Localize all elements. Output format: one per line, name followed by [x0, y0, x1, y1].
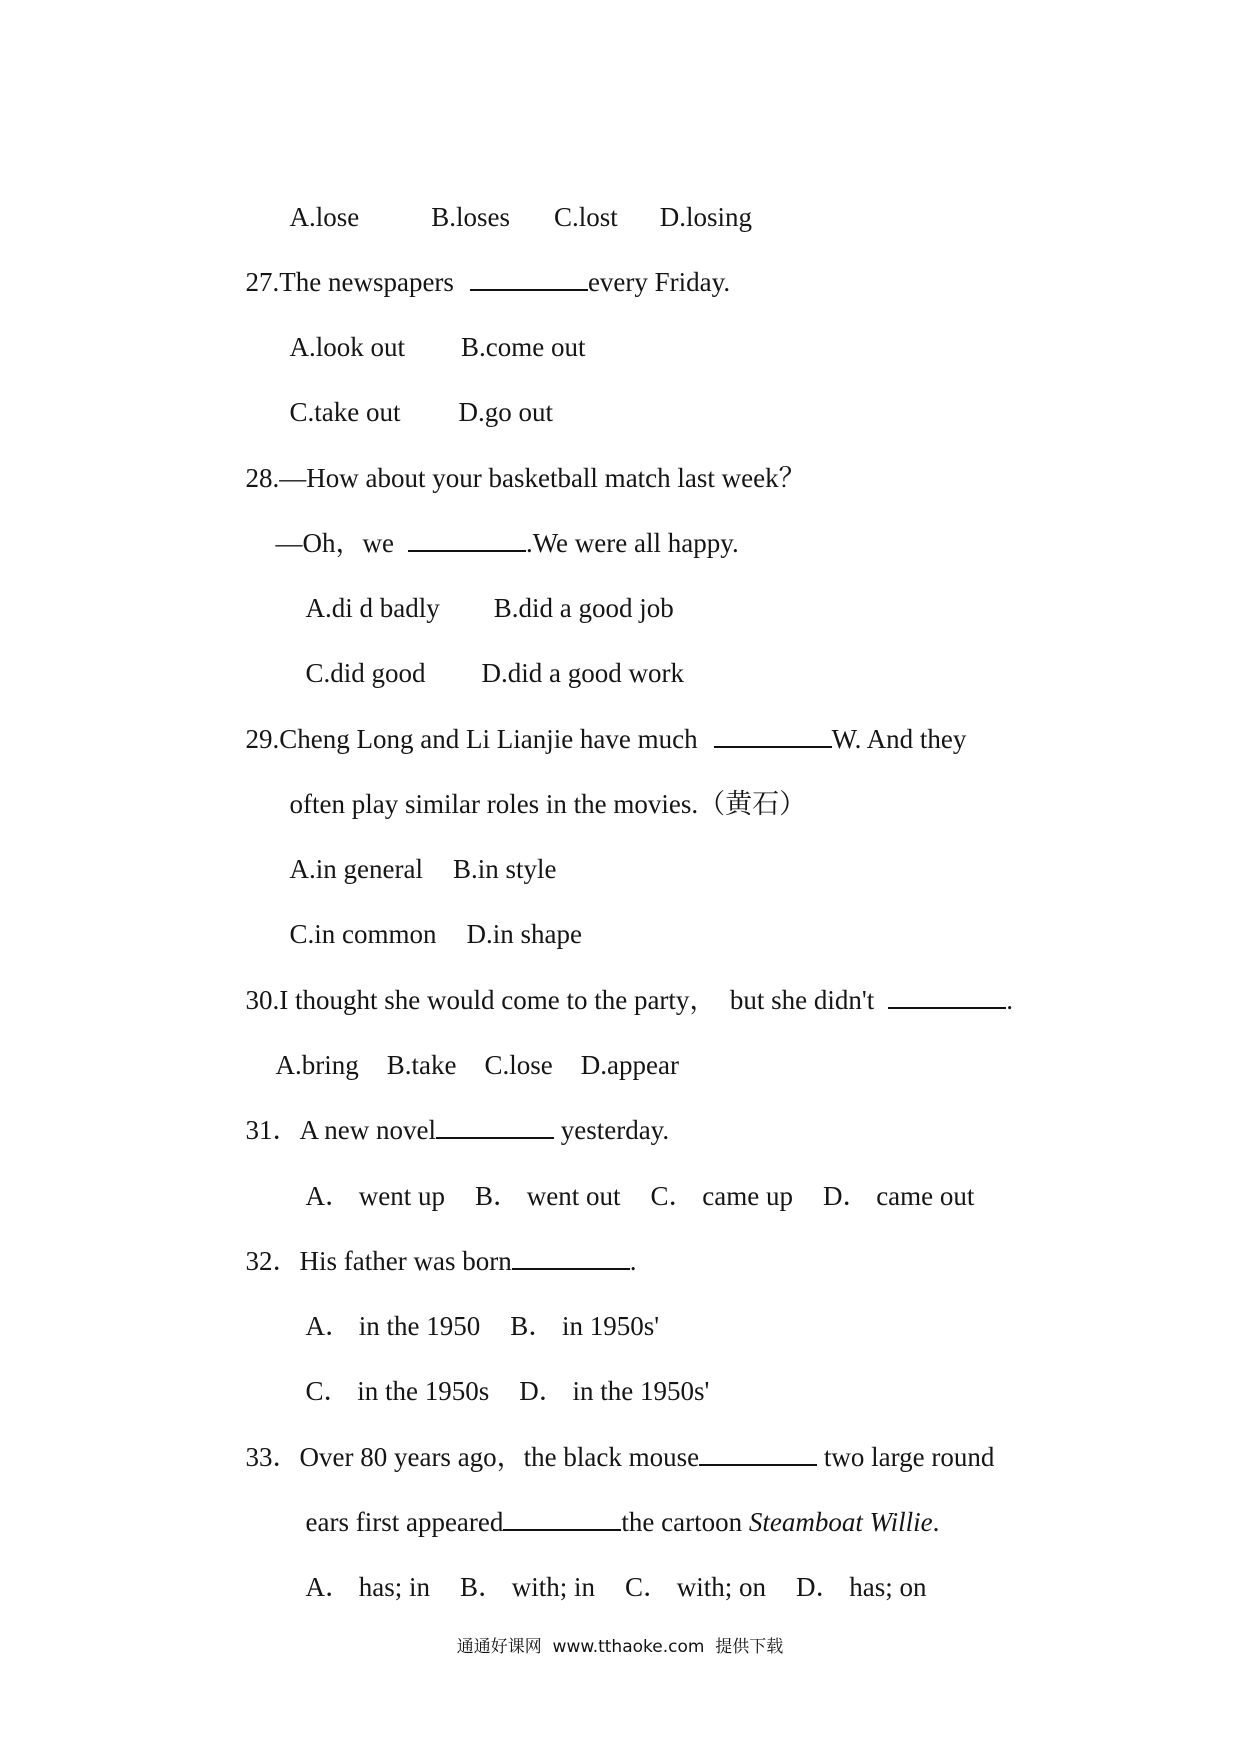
q26-option-d: D.losing	[659, 202, 753, 232]
q29-prefix: 29.Cheng Long and Li Lianjie have much	[245, 724, 698, 754]
q32-option-d: D． in the 1950s'	[519, 1376, 710, 1406]
q30-stem	[232, 949, 1014, 1015]
q29-suffix: W. And they	[831, 724, 967, 754]
q31-options	[292, 1145, 975, 1211]
q32-option-c: C． in the 1950s	[305, 1376, 490, 1406]
q27-options-row2	[276, 361, 553, 427]
answer-blank	[714, 724, 832, 748]
q33-line2-end: .	[932, 1507, 940, 1537]
q31-option-d: D． came out	[822, 1181, 975, 1211]
q27-prefix: 27.The newspapers	[245, 267, 454, 297]
q31-suffix: yesterday.	[553, 1115, 670, 1145]
answer-blank	[503, 1507, 621, 1531]
answer-blank	[512, 1246, 630, 1270]
q32-prefix: 32．His father was born	[245, 1246, 512, 1276]
q29-option-b: B.in style	[452, 854, 557, 884]
q26-option-c: C.lost	[554, 202, 618, 232]
q33-stem-line2	[292, 1471, 940, 1537]
q28-reply-prefix: —Oh，we	[275, 528, 394, 558]
q27-suffix: every Friday.	[587, 267, 731, 297]
q32-option-a: A． in the 1950	[305, 1311, 481, 1341]
q33-options	[292, 1536, 927, 1602]
q31-stem	[232, 1079, 670, 1145]
q28-reply	[262, 492, 739, 558]
answer-blank	[436, 1115, 554, 1139]
q33-option-b: B． with; in	[460, 1572, 596, 1602]
q32-stem	[232, 1210, 637, 1276]
q28-options-row1	[292, 557, 674, 623]
q33-option-a: A． has; in	[305, 1572, 430, 1602]
answer-blank	[699, 1442, 817, 1466]
q27-option-c: C.take out	[289, 397, 401, 427]
q33-stem	[232, 1406, 995, 1472]
q31-option-a: A． went up	[305, 1181, 445, 1211]
q29-option-a: A.in general	[289, 854, 423, 884]
q33-suffix: two large round	[817, 1442, 995, 1472]
q26-option-a: A.lose	[289, 202, 360, 232]
q26-options	[276, 166, 753, 232]
page-footer: 通通好课网 www.tthaoke.com 提供下载	[456, 1637, 784, 1657]
q32-option-b: B． in 1950s'	[510, 1311, 660, 1341]
q27-option-a: A.look out	[289, 332, 406, 362]
answer-blank	[408, 528, 526, 552]
q31-option-b: B． went out	[474, 1181, 621, 1211]
q33-line2-prefix: ears first appeared	[305, 1507, 504, 1537]
q29-options-row2	[276, 883, 582, 949]
q28-options-row2	[292, 622, 684, 688]
q29-stem	[232, 688, 967, 754]
q28-reply-suffix: .We were all happy.	[525, 528, 739, 558]
q28-option-b: B.did a good job	[493, 593, 674, 623]
q26-option-b: B.loses	[431, 202, 511, 232]
q32-options-row2	[292, 1340, 710, 1406]
q32-suffix: .	[629, 1246, 637, 1276]
q27-option-b: B.come out	[461, 332, 586, 362]
q28-option-d: D.did a good work	[481, 658, 684, 688]
q27-options-row1	[276, 296, 586, 362]
q30-options	[262, 1014, 679, 1080]
q31-option-c: C． came up	[650, 1181, 793, 1211]
q33-option-c: C． with; on	[625, 1572, 767, 1602]
q30-suffix: .	[1006, 985, 1014, 1015]
q30-option-c: C.lose	[484, 1050, 553, 1080]
q33-line2-middle: the cartoon	[621, 1507, 749, 1537]
answer-blank	[888, 985, 1006, 1009]
q28-question-text: 28.—How about your basketball match last week？	[245, 463, 806, 493]
q30-prefix: 30.I thought she would come to the party， but she didn't	[245, 985, 875, 1015]
q28-option-c: C.did good	[305, 658, 426, 688]
q27-option-d: D.go out	[458, 397, 553, 427]
q29-option-c: C.in common	[289, 919, 437, 949]
q29-option-d: D.in shape	[466, 919, 582, 949]
q29-options-row1	[276, 818, 557, 884]
q30-option-b: B.take	[386, 1050, 457, 1080]
q30-option-d: D.appear	[580, 1050, 679, 1080]
q30-option-a: A.bring	[275, 1050, 359, 1080]
answer-blank	[470, 267, 588, 291]
q27-stem	[232, 231, 731, 297]
q33-cartoon-title: Steamboat Willie	[748, 1507, 933, 1537]
q28-question	[232, 427, 806, 493]
q29-stem-line2	[276, 753, 807, 819]
q33-prefix: 33．Over 80 years ago，the black mouse	[245, 1442, 700, 1472]
q32-options-row1	[292, 1275, 660, 1341]
q31-prefix: 31．A new novel	[245, 1115, 436, 1145]
q28-option-a: A.di d badly	[305, 593, 440, 623]
q33-option-d: D． has; on	[796, 1572, 927, 1602]
q29-line2: often play similar roles in the movies.（黄石）	[289, 789, 807, 819]
